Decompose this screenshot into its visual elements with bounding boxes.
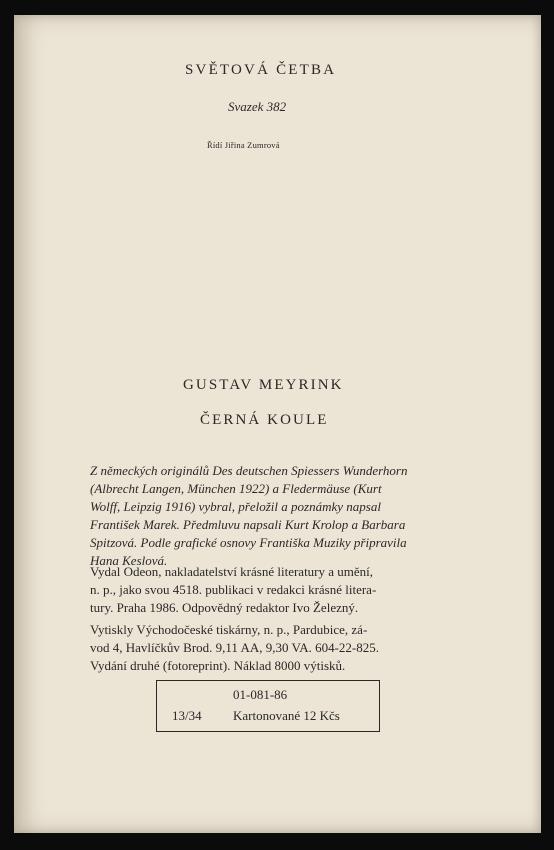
translation-note-line: František Marek. Předmluvu napsali Kurt Krolop a Barbara (90, 517, 406, 532)
translation-note (90, 462, 490, 570)
translation-note-line: Spitzová. Podle grafické osnovy Františka Muziky připravila (90, 535, 407, 550)
translation-note-line: Wolff, Leipzig 1916) vybral, přeložil a poznámky napsal (90, 499, 381, 514)
publisher-note-line: n. p., jako svou 4518. publikaci v redakci krásné litera- (90, 582, 377, 597)
series-title: SVĚTOVÁ ČETBA (185, 62, 337, 78)
catalog-code: 01-081-86 (233, 687, 288, 702)
book-page (14, 15, 541, 833)
translation-note-line: Hana Keslová. (90, 553, 168, 568)
publisher-note-line: Vydal Odeon, nakladatelství krásné literatury a umění, (90, 564, 374, 579)
publisher-note (90, 563, 490, 617)
printer-note (90, 621, 490, 675)
price-group: 13/34 (172, 708, 202, 723)
printer-note-line: Vytiskly Východočeské tiskárny, n. p., Pardubice, zá- (90, 622, 368, 637)
author-name: GUSTAV MEYRINK (183, 377, 344, 393)
price-label: Kartonované 12 Kčs (233, 708, 340, 723)
printer-note-line: Vydání druhé (fotoreprint). Náklad 8000 výtisků. (90, 658, 346, 673)
price-box (156, 680, 380, 732)
series-editor: Řídí Jiřina Zumrová (207, 140, 280, 150)
translation-note-line: Z německých originálů Des deutschen Spiessers Wunderhorn (90, 463, 408, 478)
publisher-note-line: tury. Praha 1986. Odpovědný redaktor Ivo Železný. (90, 600, 359, 615)
book-title: ČERNÁ KOULE (200, 412, 329, 428)
volume-number: Svazek 382 (228, 99, 287, 114)
printer-note-line: vod 4, Havlíčkův Brod. 9,11 AA, 9,30 VA. 604-22-825. (90, 640, 380, 655)
translation-note-line: (Albrecht Langen, München 1922) a Fledermäuse (Kurt (90, 481, 382, 496)
